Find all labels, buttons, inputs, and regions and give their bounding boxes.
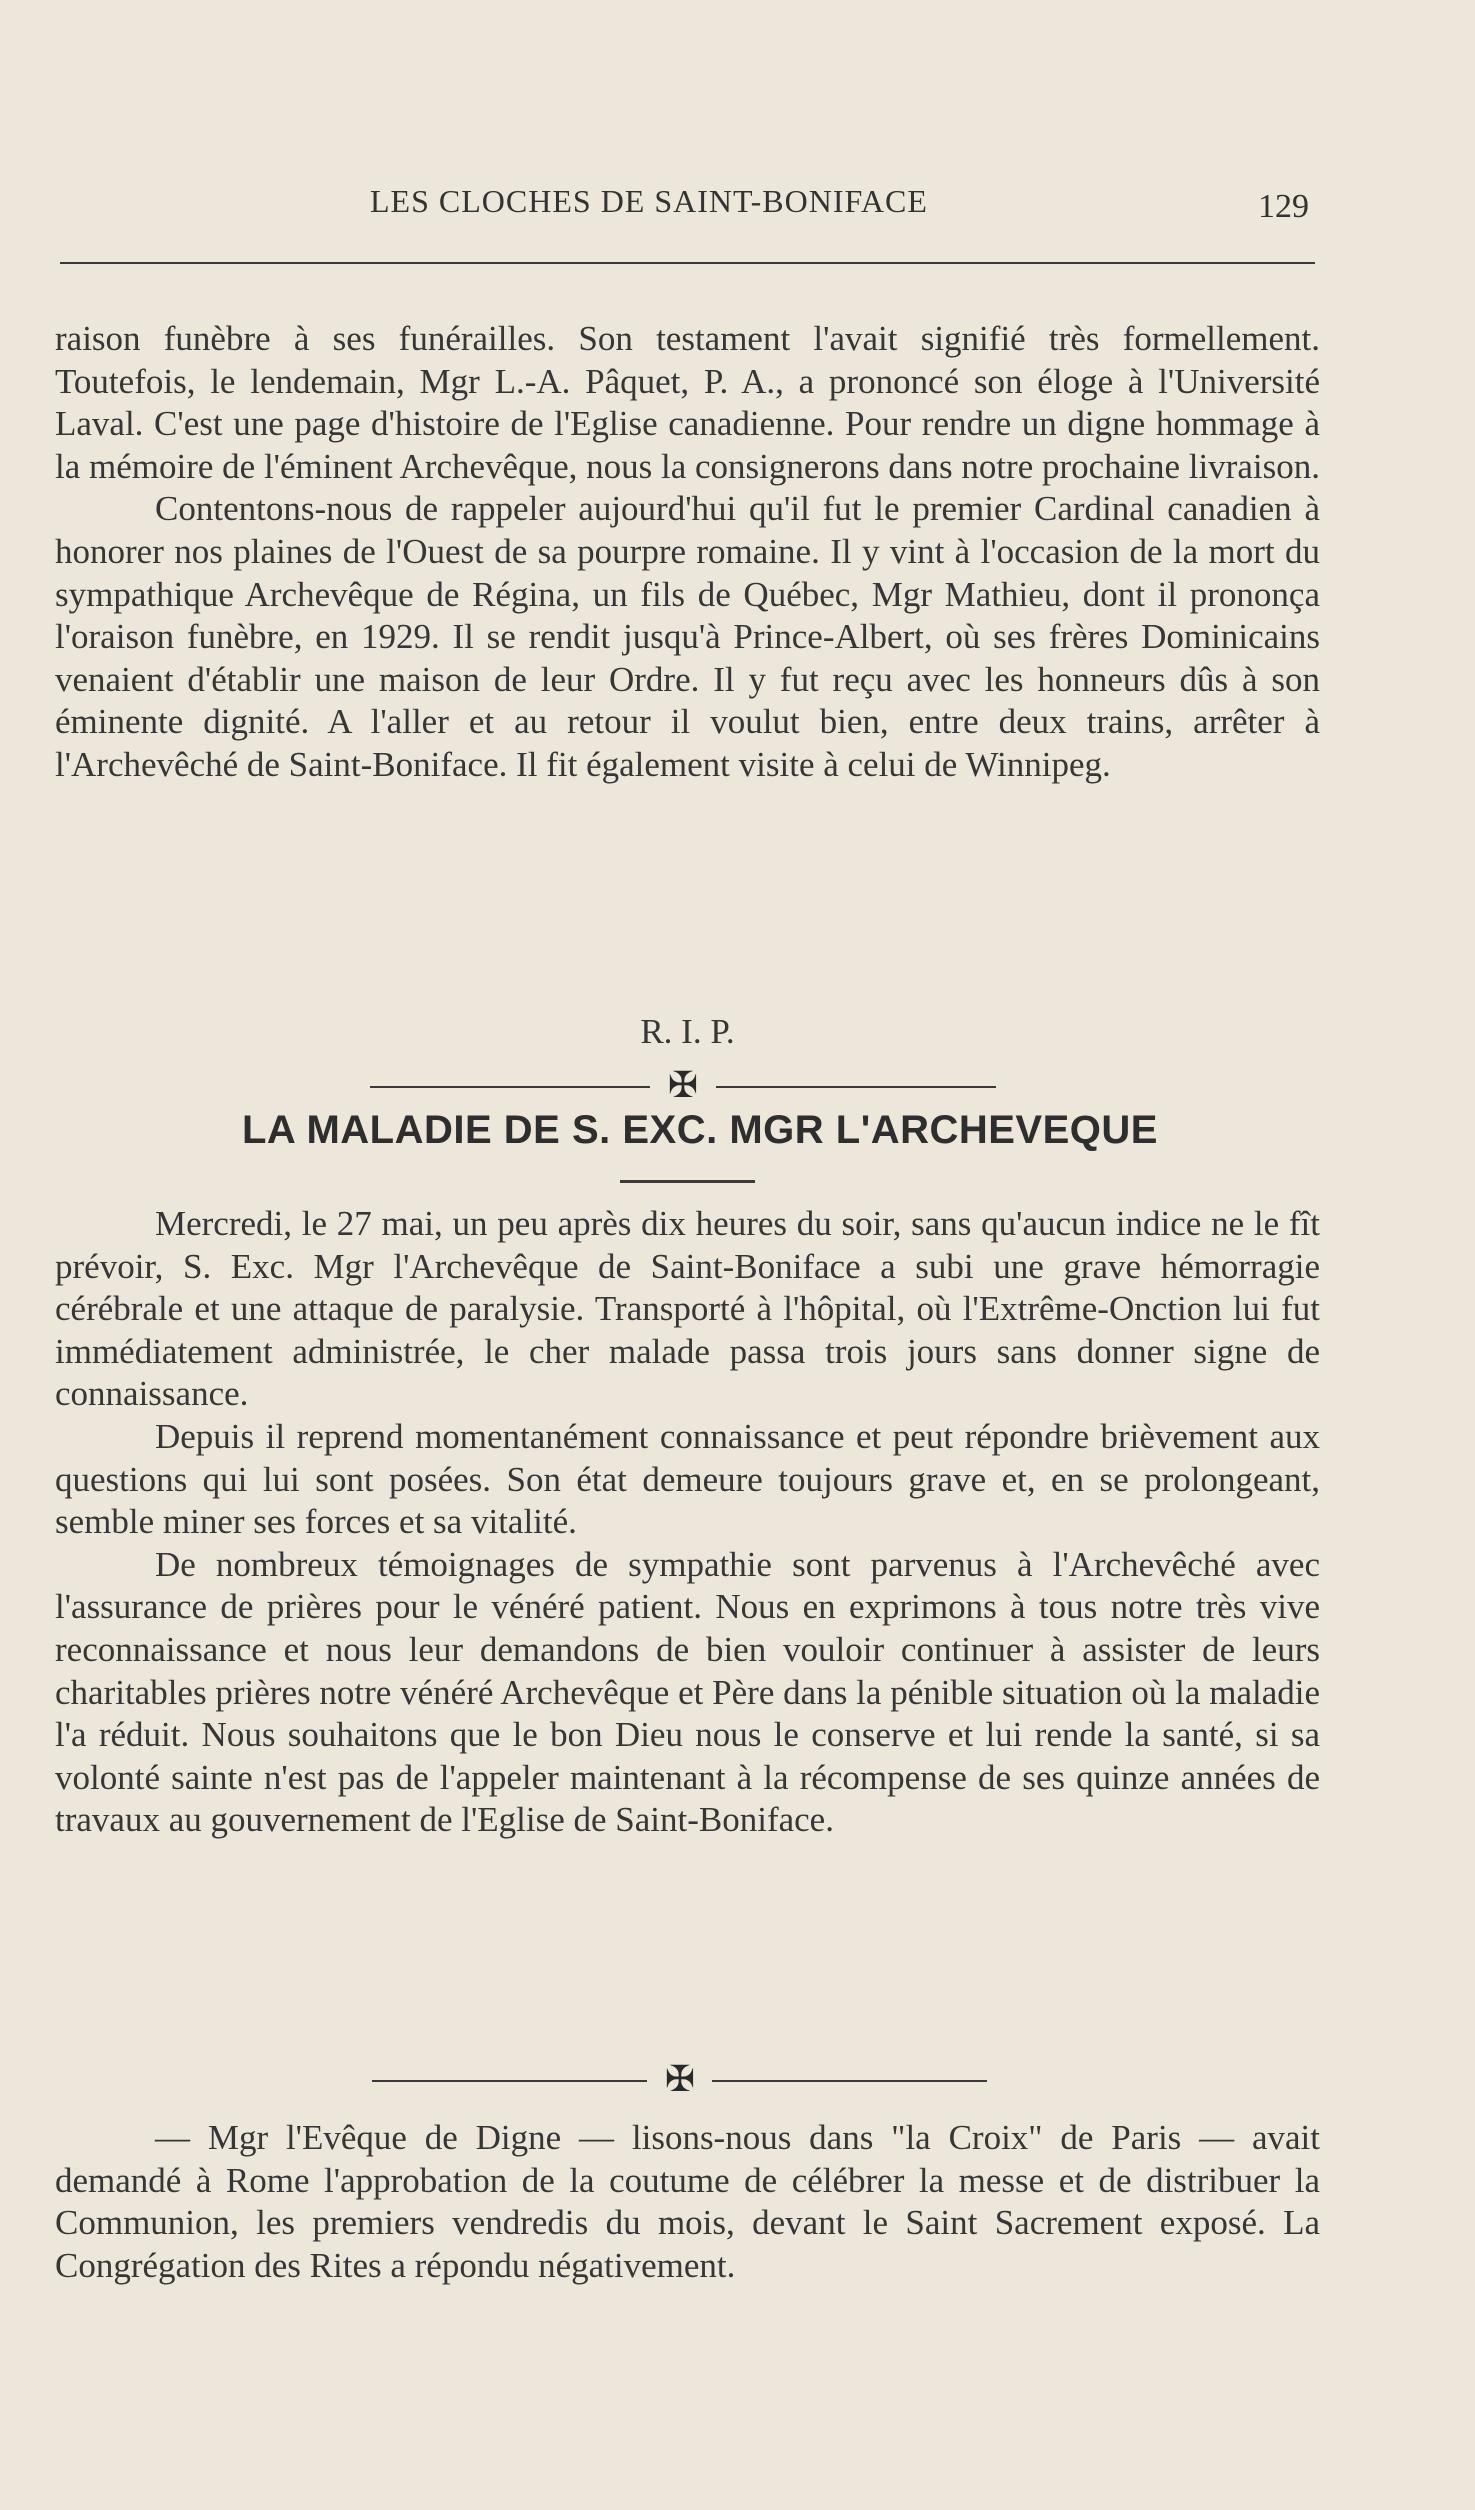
article-text	[55, 1203, 1320, 1842]
running-title: LES CLOCHES DE SAINT-BONIFACE	[370, 183, 928, 219]
divider-line-left	[370, 1086, 650, 1088]
note-paragraph: — Mgr l'Evêque de Digne — lisons-nous dans "la Croix" de Paris — avait demandé à Rome l'approbation de la coutume de célébrer la messe et de distribuer la Communion, les premiers vendredis du mois, devant le Saint Sacrement exposé. La Congrégation des Rites a répondu négativement.	[55, 2118, 1320, 2285]
maltese-cross-icon: ✠	[667, 1065, 699, 1106]
maltese-cross-icon: ✠	[664, 2059, 696, 2100]
obituary-paragraph-2: Contentons-nous de rappeler aujourd'hui qu'il fut le premier Cardinal canadien à honorer nos plaines de l'Ouest de sa pourpre romaine. Il y vint à l'occasion de la mort du sympathique Archevêque de Régina, un fils de Québec, Mgr Mathieu, dont il prononça l'oraison funèbre, en 1929. Il se rendit jusqu'à Prince-Albert, où ses frères Dominicains venaient d'établir une maison de leur Ordre. Il y fut reçu avec les honneurs dûs à son éminente dignité. A l'aller et au retour il voulut bien, entre deux trains, arrêter à l'Archevêché de Saint-Boniface. Il fit également visite à celui de Winnipeg.	[55, 489, 1320, 784]
section-divider-2	[0, 2060, 1375, 2100]
divider-line-left	[372, 2080, 647, 2082]
article-title: LA MALADIE DE S. EXC. MGR L'ARCHEVEQUE	[242, 1108, 1158, 1152]
obituary-paragraph-1: raison funèbre à ses funérailles. Son testament l'avait signifié très formellement. Toutefois, le lendemain, Mgr L.-A. Pâquet, P. A., a prononcé son éloge à l'Université Laval. C'est une page d'histoire de l'Eglise canadienne. Pour rendre un digne hommage à la mémoire de l'éminent Archevêque, nous la consignerons dans notre prochaine livraison.	[55, 319, 1320, 486]
header-rule	[60, 262, 1315, 264]
article-paragraph-1: Mercredi, le 27 mai, un peu après dix heures du soir, sans qu'aucun indice ne le fît prévoir, S. Exc. Mgr l'Archevêque de Saint-Boniface a subi une grave hémorragie cérébrale et une attaque de paralysie. Transporté à l'hôpital, où l'Extrême-Onction lui fut immédiatement administrée, le cher malade passa trois jours sans donner signe de connaissance.	[55, 1204, 1320, 1414]
article-paragraph-2: Depuis il reprend momentanément connaissance et peut répondre brièvement aux questions qui lui sont posées. Son état demeure toujours grave et, en se prolongeant, semble miner ses forces et sa vitalité.	[55, 1416, 1320, 1542]
page-number: 129	[1258, 188, 1309, 225]
divider-line-right	[716, 1086, 996, 1088]
section-divider	[0, 1066, 1375, 1106]
article-paragraph-3: De nombreux témoignages de sympathie sont parvenus à l'Archevêché avec l'assurance de prières pour le vénéré patient. Nous en exprimons à tous notre très vive reconnaissance et nous leur demandons de bien vouloir continuer à assister de leurs charitables prières notre vénéré Archevêque et Père dans la pénible situation où la maladie l'a réduit. Nous souhaitons que le bon Dieu nous le conserve et lui rende la santé, si sa volonté sainte n'est pas de l'appeler maintenant à la récompense de ses quinze années de travaux au gouvernement de l'Eglise de Saint-Boniface.	[55, 1544, 1320, 1840]
note-text	[55, 2117, 1320, 2287]
title-rule	[620, 1180, 755, 1183]
divider-line-right	[712, 2080, 987, 2082]
rip-closing: R. I. P.	[640, 1012, 735, 1051]
obituary-text	[55, 318, 1320, 787]
